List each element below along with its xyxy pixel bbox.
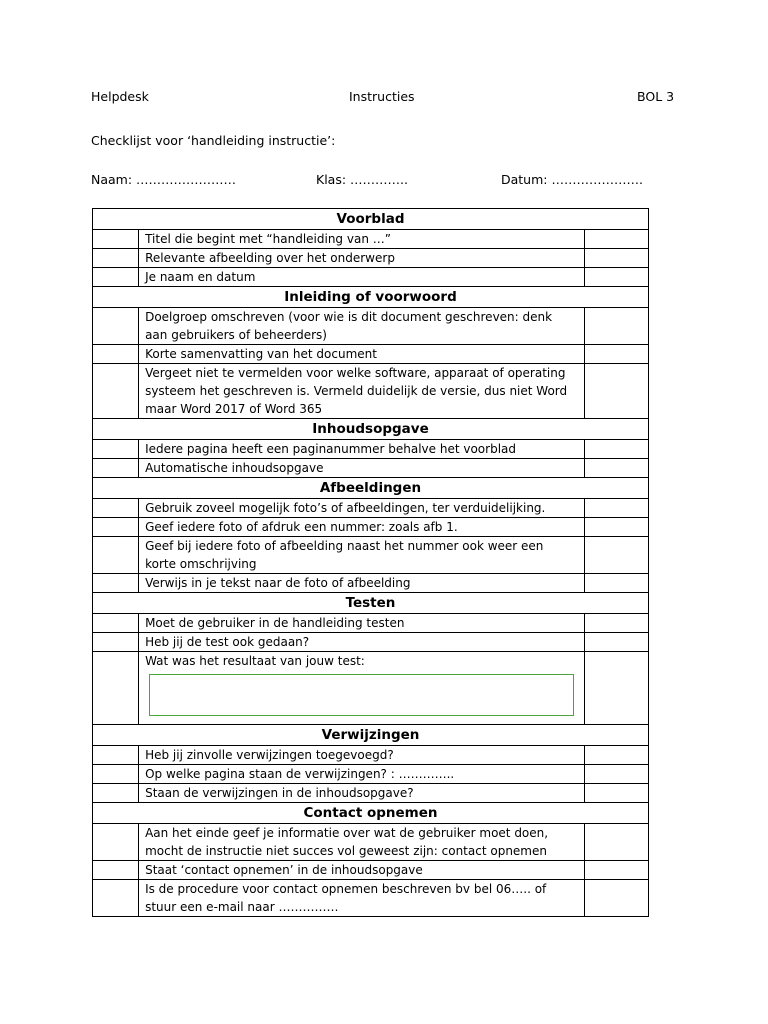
check-cell[interactable] [93, 824, 139, 861]
checklist-row [93, 652, 649, 725]
item-text: Moet de gebruiker in de handleiding testen [139, 614, 585, 633]
score-cell[interactable] [584, 499, 648, 518]
item-text: Heb jij de test ook gedaan? [139, 633, 585, 652]
check-cell[interactable] [93, 614, 139, 633]
checklist-row [93, 861, 649, 880]
item-text: Je naam en datum [139, 268, 585, 287]
check-cell[interactable] [93, 459, 139, 478]
section-header-row [93, 803, 649, 824]
check-cell[interactable] [93, 230, 139, 249]
score-cell[interactable] [584, 614, 648, 633]
item-text: Verwijs in je tekst naar de foto of afbeelding [139, 574, 585, 593]
test-result-input[interactable] [149, 674, 574, 716]
score-cell[interactable] [584, 880, 648, 917]
item-text: Heb jij zinvolle verwijzingen toegevoegd? [139, 746, 585, 765]
item-text: Geef iedere foto of afdruk een nummer: zoals afb 1. [139, 518, 585, 537]
section-title-afbeeldingen: Afbeeldingen [93, 478, 649, 499]
score-cell[interactable] [584, 537, 648, 574]
item-text: Korte samenvatting van het document [139, 345, 585, 364]
section-title-contact: Contact opnemen [93, 803, 649, 824]
score-cell[interactable] [584, 345, 648, 364]
section-title-inhoudsopgave: Inhoudsopgave [93, 419, 649, 440]
check-cell[interactable] [93, 499, 139, 518]
header-center: Instructies [349, 89, 415, 104]
naam-field[interactable]: Naam: …………………… [91, 172, 237, 187]
score-cell[interactable] [584, 652, 648, 725]
checklist-row [93, 345, 649, 364]
klas-field[interactable]: Klas: ………….. [316, 172, 408, 187]
checklist-row [93, 574, 649, 593]
check-cell[interactable] [93, 861, 139, 880]
check-cell[interactable] [93, 345, 139, 364]
checklist-row [93, 746, 649, 765]
item-text: Aan het einde geef je informatie over wat de gebruiker moet doen, mocht de instructie niet succes vol geweest zijn: contact opnemen [139, 824, 585, 861]
checklist-row [93, 268, 649, 287]
item-text: Doelgroep omschreven (voor wie is dit document geschreven: denk aan gebruikers of beheerders) [139, 308, 585, 345]
checklist-row [93, 249, 649, 268]
checklist-row [93, 499, 649, 518]
item-text: Op welke pagina staan de verwijzingen? : ………….. [139, 765, 585, 784]
item-text: Staan de verwijzingen in de inhoudsopgave? [139, 784, 585, 803]
check-cell[interactable] [93, 574, 139, 593]
check-cell[interactable] [93, 249, 139, 268]
section-header-row [93, 593, 649, 614]
checklist-row [93, 518, 649, 537]
checklist-row [93, 459, 649, 478]
check-cell[interactable] [93, 440, 139, 459]
section-header-row [93, 209, 649, 230]
item-text: Is de procedure voor contact opnemen beschreven bv bel 06….. of stuur een e-mail naar …………… [139, 880, 585, 917]
check-cell[interactable] [93, 784, 139, 803]
section-title-voorblad: Voorblad [93, 209, 649, 230]
score-cell[interactable] [584, 824, 648, 861]
check-cell[interactable] [93, 765, 139, 784]
datum-field[interactable]: Datum: …………………. [501, 172, 643, 187]
item-text: Staat ‘contact opnemen’ in de inhoudsopgave [139, 861, 585, 880]
item-text: Automatische inhoudsopgave [139, 459, 585, 478]
checklist-row [93, 440, 649, 459]
score-cell[interactable] [584, 459, 648, 478]
checklist-title: Checklijst voor ‘handleiding instructie’: [91, 133, 336, 148]
check-cell[interactable] [93, 633, 139, 652]
score-cell[interactable] [584, 249, 648, 268]
checklist-table [92, 208, 649, 917]
score-cell[interactable] [584, 518, 648, 537]
section-header-row [93, 478, 649, 499]
score-cell[interactable] [584, 784, 648, 803]
score-cell[interactable] [584, 574, 648, 593]
item-text: Wat was het resultaat van jouw test: [145, 654, 365, 668]
item-text: Relevante afbeelding over het onderwerp [139, 249, 585, 268]
score-cell[interactable] [584, 268, 648, 287]
test-result-cell [139, 652, 585, 725]
check-cell[interactable] [93, 880, 139, 917]
section-header-row [93, 287, 649, 308]
checklist-row [93, 614, 649, 633]
checklist-row [93, 784, 649, 803]
checklist-row [93, 308, 649, 345]
check-cell[interactable] [93, 364, 139, 419]
check-cell[interactable] [93, 518, 139, 537]
checklist-row [93, 880, 649, 917]
header-left: Helpdesk [91, 89, 149, 104]
check-cell[interactable] [93, 652, 139, 725]
checklist-row [93, 537, 649, 574]
section-title-testen: Testen [93, 593, 649, 614]
header-right: BOL 3 [637, 89, 675, 104]
check-cell[interactable] [93, 308, 139, 345]
checklist-row [93, 765, 649, 784]
score-cell[interactable] [584, 746, 648, 765]
check-cell[interactable] [93, 268, 139, 287]
section-header-row [93, 725, 649, 746]
item-text: Iedere pagina heeft een paginanummer behalve het voorblad [139, 440, 585, 459]
score-cell[interactable] [584, 308, 648, 345]
check-cell[interactable] [93, 746, 139, 765]
score-cell[interactable] [584, 364, 648, 419]
checklist-row [93, 824, 649, 861]
item-text: Titel die begint met “handleiding van …” [139, 230, 585, 249]
checklist-row [93, 364, 649, 419]
item-text: Geef bij iedere foto of afbeelding naast het nummer ook weer een korte omschrijving [139, 537, 585, 574]
score-cell[interactable] [584, 633, 648, 652]
section-header-row [93, 419, 649, 440]
checklist-row [93, 230, 649, 249]
score-cell[interactable] [584, 440, 648, 459]
score-cell[interactable] [584, 230, 648, 249]
section-title-inleiding: Inleiding of voorwoord [93, 287, 649, 308]
check-cell[interactable] [93, 537, 139, 574]
item-text: Vergeet niet te vermelden voor welke software, apparaat of operating systeem het geschreven is. Vermeld duidelijk de versie, dus niet Word maar Word 2017 of Word 365 [139, 364, 585, 419]
item-text: Gebruik zoveel mogelijk foto’s of afbeeldingen, ter verduidelijking. [139, 499, 585, 518]
score-cell[interactable] [584, 765, 648, 784]
checklist-row [93, 633, 649, 652]
score-cell[interactable] [584, 861, 648, 880]
section-title-verwijzingen: Verwijzingen [93, 725, 649, 746]
